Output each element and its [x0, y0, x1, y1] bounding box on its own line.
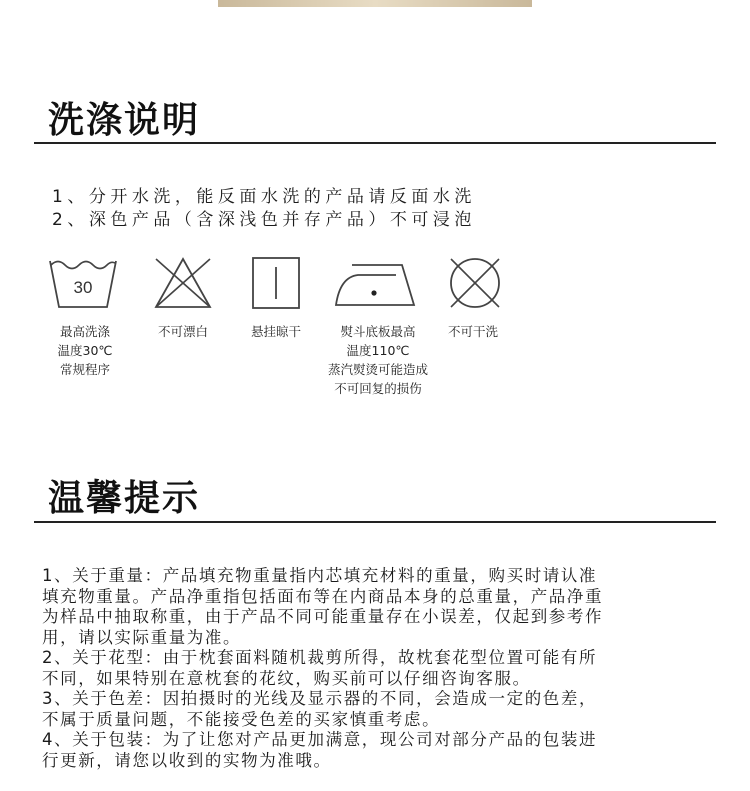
- tips-line: 填充物重量。产品净重指包括面布等在内商品本身的总重量，产品净重: [42, 586, 604, 606]
- iron-110-caption: 熨斗底板最高 温度110℃ 蒸汽熨烫可能造成 不可回复的损伤: [327, 324, 428, 396]
- tips-divider: [34, 521, 716, 523]
- tips-line: 1、关于重量：产品填充物重量指内芯填充材料的重量，购买时请认准: [42, 566, 598, 585]
- no-dry-clean-icon: [445, 255, 505, 311]
- washing-instructions: [52, 186, 476, 232]
- line-dry-caption: 悬挂晾干: [250, 324, 301, 339]
- washing-line: 2、深色产品（含深浅色并存产品）不可浸泡: [52, 210, 476, 230]
- washing-title: 洗涤说明: [48, 100, 201, 141]
- line-dry-icon: [250, 255, 302, 311]
- tips-line: 3、关于色差：因拍摄时的光线及显示器的不同，会造成一定的色差，: [42, 689, 598, 708]
- tips-line: 2、关于花型：由于枕套面料随机裁剪所得，故枕套花型位置可能有所: [42, 648, 598, 667]
- tips-line: 为样品中抽取称重，由于产品不同可能重量存在小误差，仅起到参考作: [42, 607, 604, 626]
- washing-divider: [34, 142, 716, 144]
- iron-110-icon: [334, 255, 418, 311]
- tips-line: 行更新，请您以收到的实物为准哦。: [42, 750, 332, 770]
- product-image-edge: [218, 0, 532, 7]
- tips-line: 用，请以实际重量为准。: [42, 627, 242, 647]
- wash-30-icon: [48, 255, 118, 311]
- washing-line: 1、分开水洗，能反面水洗的产品请反面水洗: [52, 187, 476, 207]
- tips-line: 4、关于包装：为了让您对产品更加满意，现公司对部分产品的包装进: [42, 730, 598, 749]
- no-bleach-icon: [152, 255, 214, 311]
- tips-line: 不同，如果特别在意枕套的花纹，购买前可以仔细咨询客服。: [42, 668, 531, 688]
- tips-line: 不属于质量问题，不能接受色差的买家慎重考虑。: [42, 709, 441, 729]
- wash-temperature-value: 30: [73, 278, 93, 297]
- wash-30-caption: 最高洗涤 温度30℃ 常规程序: [57, 324, 113, 377]
- tips-title: 温馨提示: [48, 478, 201, 519]
- tips-body: [42, 566, 722, 771]
- no-dry-clean-caption: 不可干洗: [447, 324, 498, 339]
- no-bleach-caption: 不可漂白: [157, 324, 208, 339]
